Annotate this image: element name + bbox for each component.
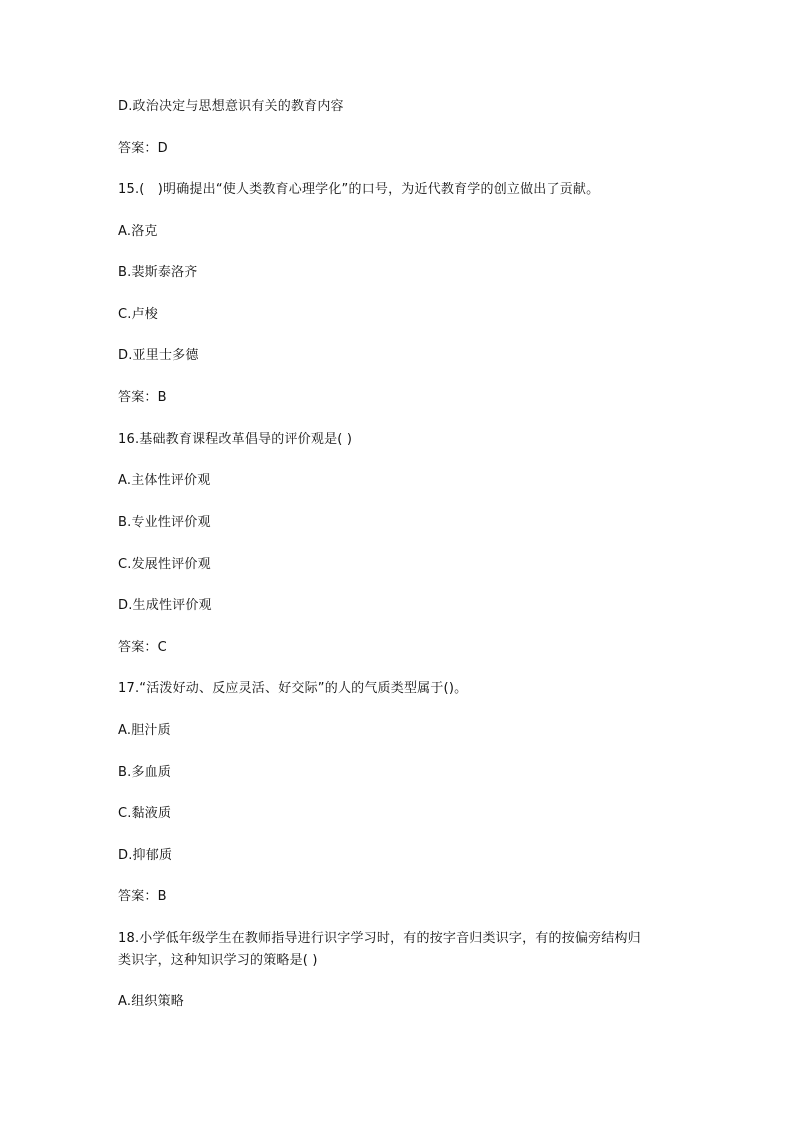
q16-answer: 答案：C (118, 640, 167, 655)
q15-option-b: B.裴斯泰洛齐 (118, 265, 198, 280)
q15-option-a: A.洛克 (118, 224, 158, 239)
q17-option-b: B.多血质 (118, 765, 172, 780)
q18-question-line1: 18.小学低年级学生在教师指导进行识字学习时，有的按字音归类识字，有的按偏旁结构归 (118, 931, 641, 946)
q16-option-c: C.发展性评价观 (118, 557, 211, 572)
q17-option-d: D.抑郁质 (118, 848, 173, 863)
q15-option-d: D.亚里士多德 (118, 348, 199, 363)
q15-answer: 答案：B (118, 390, 167, 405)
q17-question: 17.“活泼好动、反应灵活、好交际”的人的气质类型属于()。 (118, 681, 468, 696)
q17-answer: 答案：B (118, 889, 167, 904)
q16-question: 16.基础教育课程改革倡导的评价观是( ) (118, 432, 353, 447)
q16-option-b: B.专业性评价观 (118, 515, 211, 530)
q15-question: 15.( )明确提出“使人类教育心理学化”的口号，为近代教育学的创立做出了贡献。 (118, 182, 600, 197)
q16-option-d: D.生成性评价观 (118, 598, 212, 613)
q15-option-c: C.卢梭 (118, 307, 159, 322)
q14-option-d: D.政治决定与思想意识有关的教育内容 (118, 99, 344, 114)
q17-option-a: A.胆汁质 (118, 723, 171, 738)
q18-option-a: A.组织策略 (118, 994, 184, 1009)
q18-question-line2: 类识字，这种知识学习的策略是( ) (118, 953, 318, 968)
q14-answer: 答案：D (118, 141, 168, 156)
q17-option-c: C.黏液质 (118, 806, 172, 821)
q16-option-a: A.主体性评价观 (118, 473, 211, 488)
